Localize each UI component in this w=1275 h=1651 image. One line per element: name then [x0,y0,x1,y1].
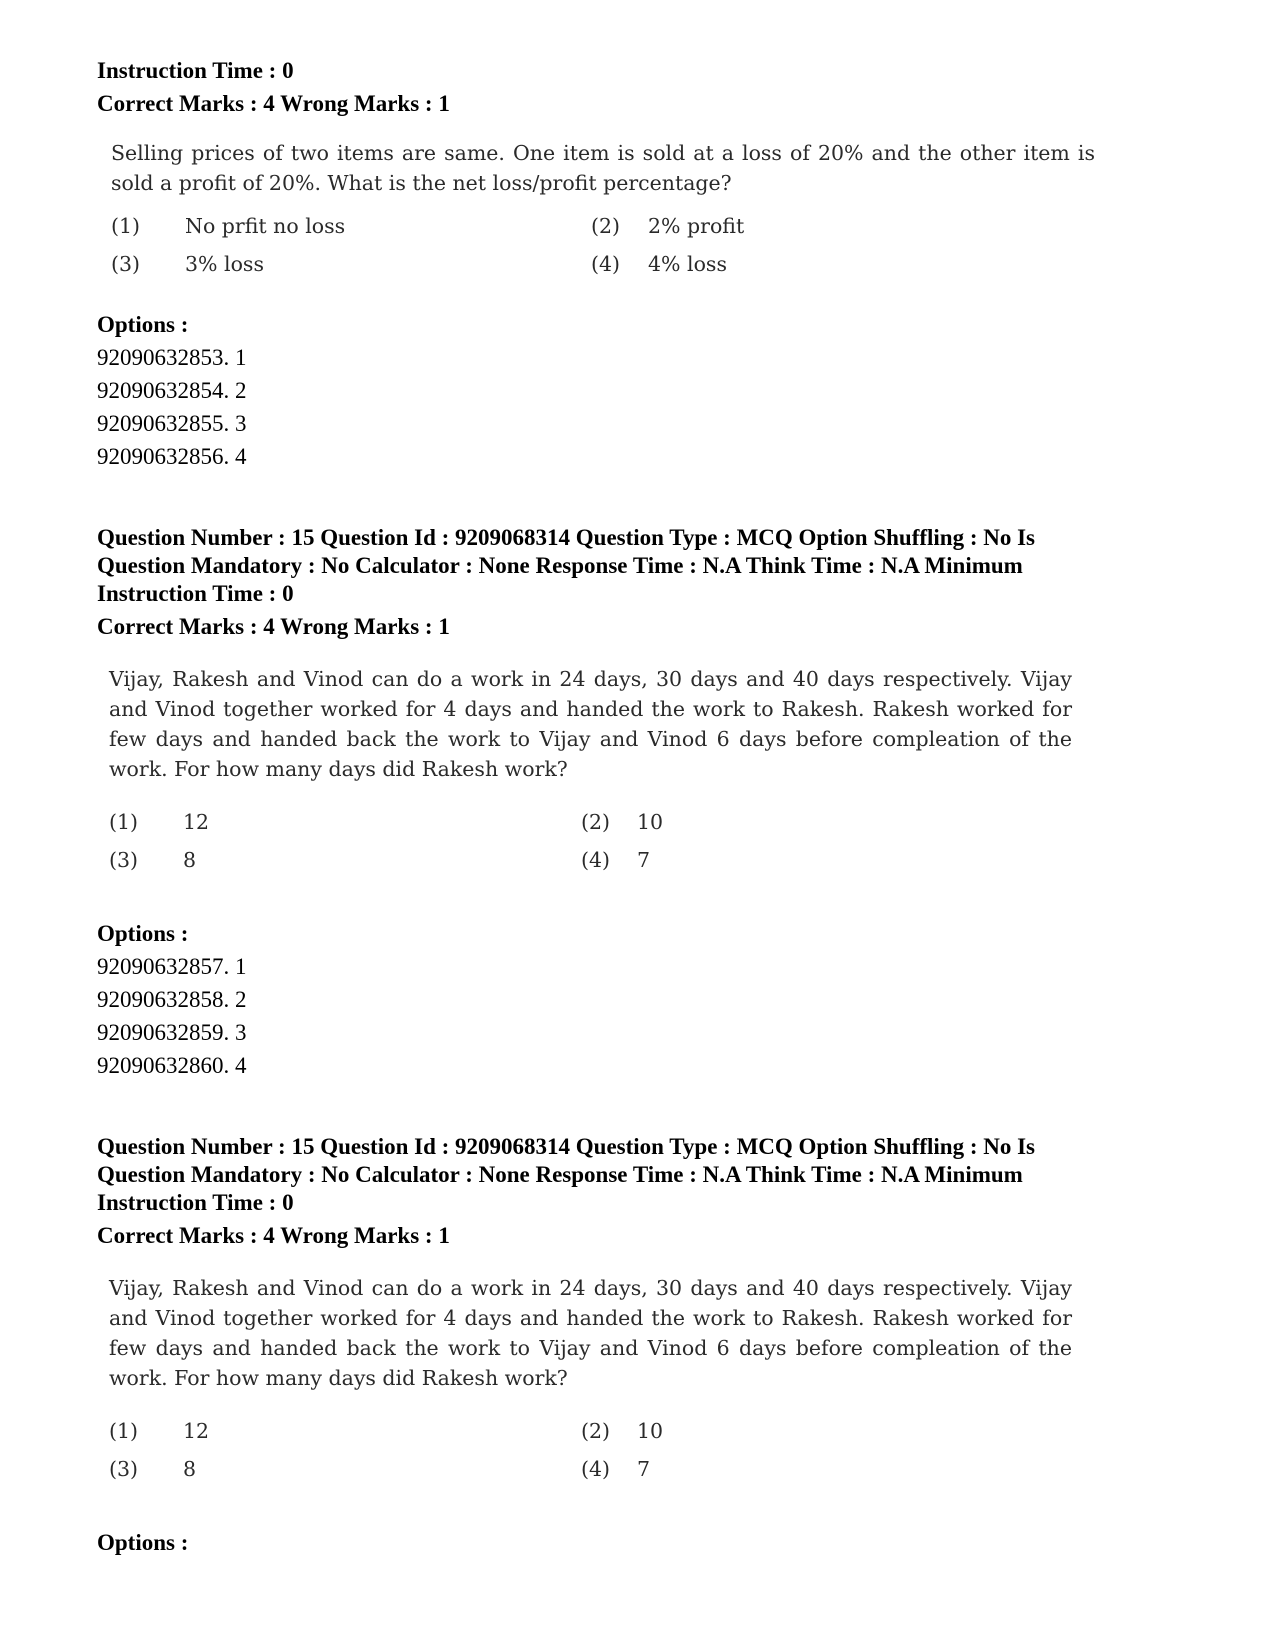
question-meta-line: Question Number : 15 Question Id : 9209068314 Question Type : MCQ Option Shuffling : No Is [97,1134,1036,1159]
choice-text: 12 [183,810,210,834]
options-heading: Options : [97,312,189,337]
marks-line: Correct Marks : 4 Wrong Marks : 1 [97,614,450,639]
question-meta-line: Question Number : 15 Question Id : 9209068314 Question Type : MCQ Option Shuffling : No Is [97,525,1036,550]
marks-line: Correct Marks : 4 Wrong Marks : 1 [97,1223,450,1248]
choice-text: 7 [637,848,651,872]
choice-number: (3) [109,1457,139,1481]
choice-number: (4) [581,1457,611,1481]
choice-text: 7 [637,1457,651,1481]
choice-number: (1) [111,214,141,238]
choice-number: (2) [591,214,621,238]
choice-text: 8 [183,848,197,872]
question-text: Vijay, Rakesh and Vinod can do a work in 24 days, 30 days and 40 days respectively. Vijay and Vinod together worked for 4 days and handed the work to Rakesh. Rakesh worked for few days and handed back the work to Vijay and Vinod 6 days before compleation of the work. For how many days did Rakesh work? [109,667,1072,781]
option-id-line: 92090632858. 2 [97,987,247,1012]
question-text: Selling prices of two items are same. One item is sold at a loss of 20% and the other item is sold a profit of 20%. What is the net loss/profit percentage? [111,141,1095,195]
choice-text: 12 [183,1419,210,1443]
question-text: Vijay, Rakesh and Vinod can do a work in 24 days, 30 days and 40 days respectively. Vijay and Vinod together worked for 4 days and handed the work to Rakesh. Rakesh worked for few days and handed back the work to Vijay and Vinod 6 days before compleation of the work. For how many days did Rakesh work? [109,1276,1072,1390]
option-id-line: 92090632856. 4 [97,444,247,469]
options-heading: Options : [97,1530,189,1555]
choice-text: 2% profit [648,214,745,238]
instruction-time-line: Instruction Time : 0 [97,1190,294,1215]
choice-number: (2) [581,1419,611,1443]
options-heading: Options : [97,921,189,946]
choice-number: (1) [109,810,139,834]
choice-number: (4) [591,252,621,276]
instruction-time-line: Instruction Time : 0 [97,58,294,83]
choice-text: No prfit no loss [185,214,346,238]
option-id-line: 92090632857. 1 [97,954,247,979]
question-meta-line: Question Mandatory : No Calculator : None Response Time : N.A Think Time : N.A Minimum [97,553,1023,578]
choice-number: (3) [111,252,141,276]
option-id-line: 92090632859. 3 [97,1020,247,1045]
question-meta-line: Question Mandatory : No Calculator : None Response Time : N.A Think Time : N.A Minimum [97,1162,1023,1187]
choice-text: 4% loss [648,252,727,276]
marks-line: Correct Marks : 4 Wrong Marks : 1 [97,91,450,116]
option-id-line: 92090632854. 2 [97,378,247,403]
choice-text: 3% loss [185,252,264,276]
choice-number: (4) [581,848,611,872]
choice-number: (2) [581,810,611,834]
instruction-time-line: Instruction Time : 0 [97,581,294,606]
choice-number: (3) [109,848,139,872]
choice-text: 10 [637,810,664,834]
option-id-line: 92090632855. 3 [97,411,247,436]
choice-text: 10 [637,1419,664,1443]
option-id-line: 92090632860. 4 [97,1053,247,1078]
option-id-line: 92090632853. 1 [97,345,247,370]
choice-text: 8 [183,1457,197,1481]
choice-number: (1) [109,1419,139,1443]
